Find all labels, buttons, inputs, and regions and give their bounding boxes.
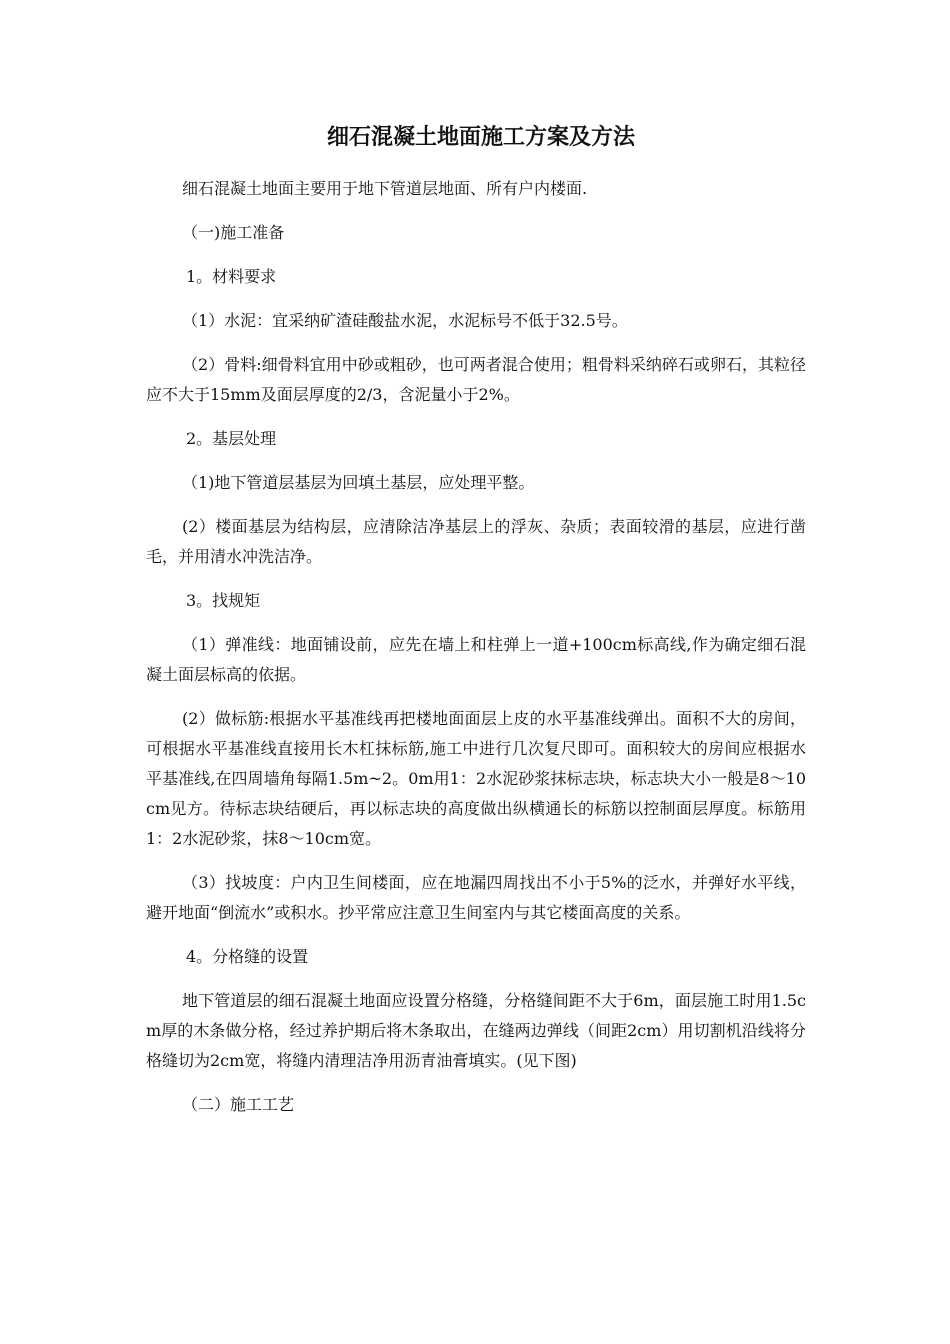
subheading-base-treatment: 2。基层处理 bbox=[186, 429, 277, 448]
paragraph-base-floor: (2）楼面基层为结构层，应清除洁净基层上的浮灰、杂质；表面较滑的基层，应进行凿毛，并用清水冲洗洁净。 bbox=[146, 517, 806, 566]
paragraph-marking-strips: (2）做标筋:根据水平基准线再把楼地面面层上皮的水平基准线弹出。面积不大的房间，可根据水平基准线直接用长木杠抹标筋,施工中进行几次复尺即可。面积较大的房间应根据水平基准线,在四周墙角每隔1.5m~2。0m用1：2水泥砂浆抹标志块，标志块大小一般是8～10cm见方。待标志块结硬后，再以标志块的高度做出纵横通长的标筋以控制面层厚度。标筋用1：2水泥砂浆，抹8～10cm宽。 bbox=[146, 709, 806, 848]
paragraph-base-underground: （1)地下管道层基层为回填土基层，应处理平整。 bbox=[182, 473, 535, 492]
paragraph-joints: 地下管道层的细石混凝土地面应设置分格缝，分格缝间距不大于6m，面层施工时用1.5cm厚的木条做分格，经过养护期后将木条取出，在缝两边弹线（间距2cm）用切割机沿线将分格缝切为2cm宽，将缝内清理洁净用沥青油膏填实。(见下图) bbox=[146, 991, 806, 1070]
document-title: 细石混凝土地面施工方案及方法 bbox=[326, 124, 635, 150]
subheading-materials: 1。材料要求 bbox=[186, 267, 277, 286]
document-page bbox=[146, 120, 806, 1134]
paragraph-cement: （1）水泥：宜采纳矿渣硅酸盐水泥，水泥标号不低于32.5号。 bbox=[182, 311, 628, 330]
intro-paragraph: 细石混凝土地面主要用于地下管道层地面、所有户内楼面. bbox=[182, 179, 588, 198]
paragraph-aggregate: （2）骨料:细骨料宜用中砂或粗砂，也可两者混合使用；粗骨料采纳碎石或卵石，其粒径应不大于15mm及面层厚度的2/3，含泥量小于2%。 bbox=[146, 355, 806, 404]
subheading-leveling: 3。找规矩 bbox=[186, 591, 261, 610]
section-heading-preparation: （一)施工准备 bbox=[182, 223, 285, 242]
section-heading-process: （二）施工工艺 bbox=[182, 1095, 295, 1114]
paragraph-slope: （3）找坡度：户内卫生间楼面，应在地漏四周找出不小于5%的泛水，并弹好水平线，避开地面“倒流水”或积水。抄平常应注意卫生间室内与其它楼面高度的关系。 bbox=[146, 873, 806, 922]
paragraph-reference-line: （1）弹准线：地面铺设前，应先在墙上和柱弹上一道+100cm标高线,作为确定细石混凝土面层标高的依据。 bbox=[146, 635, 806, 684]
subheading-joints: 4。分格缝的设置 bbox=[186, 947, 309, 966]
